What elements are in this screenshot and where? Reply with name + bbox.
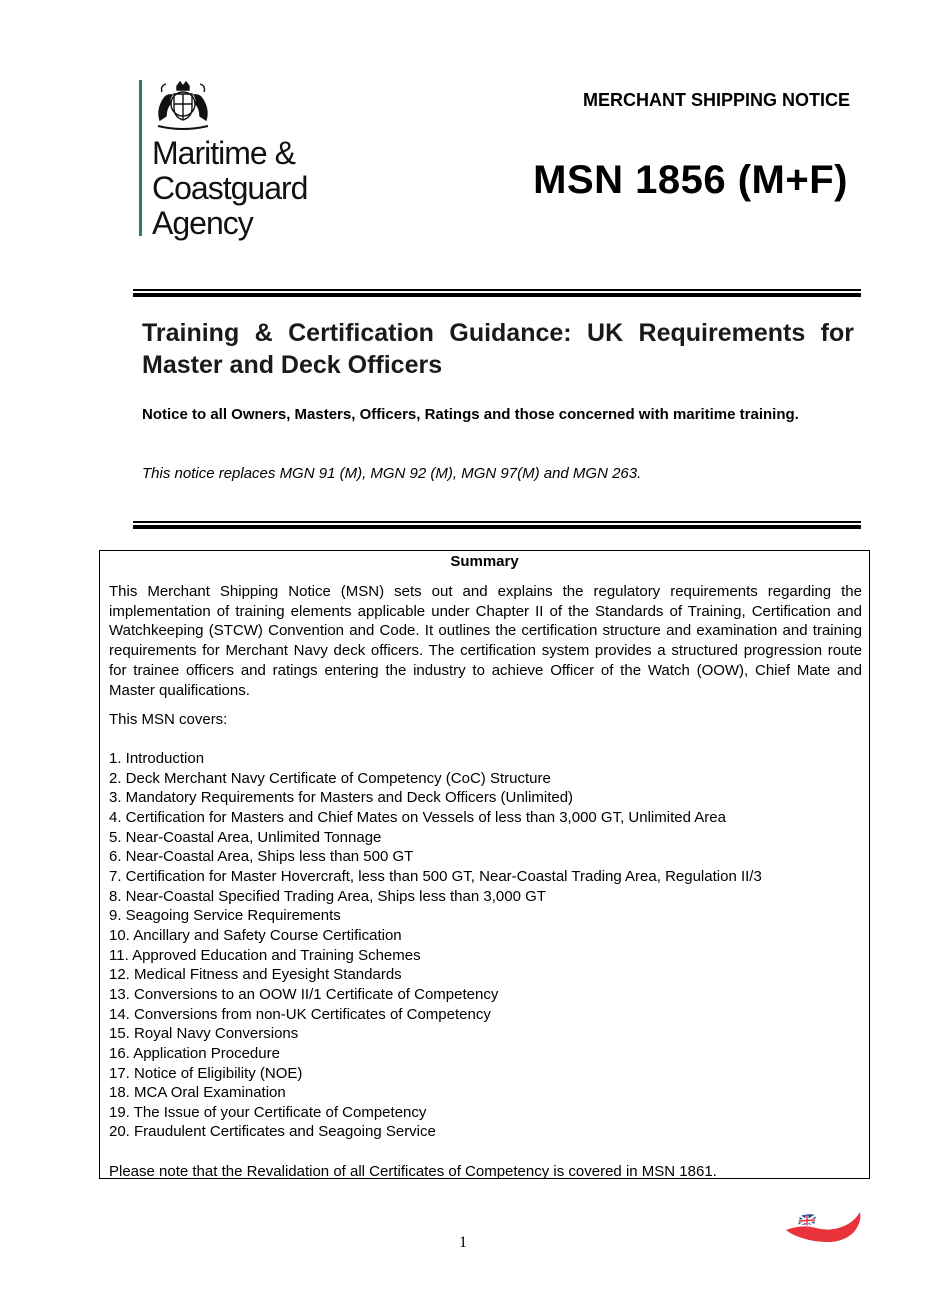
agency-logo-bar [139,80,142,236]
document-title: Training & Certification Guidance: UK Requirements for Master and Deck Officers [142,319,854,379]
revalidation-note: Please note that the Revalidation of all Certificates of Competency is covered in MSN 1861. [109,1163,717,1180]
summary-body: This Merchant Shipping Notice (MSN) sets out and explains the regulatory requirements regarding the implementation of training elements applicable under Chapter II of the Standards of Training, Certification and Watchkeeping (STCW) Convention and Code. It outlines the certification structure and examination and training requirements for Merchant Navy deck officers. The certification system provides a structured progression route for trainee officers and ratings entering the industry to achieve Officer of the Watch (OOW), Chief Mate and Master qualifications. [109,583,862,699]
list-item: 2. Deck Merchant Navy Certificate of Competency (CoC) Structure [109,769,551,787]
list-item: 14. Conversions from non-UK Certificates of Competency [109,1005,491,1023]
list-item: 17. Notice of Eligibility (NOE) [109,1064,303,1082]
notice-number: MSN 1856 (M+F) [533,158,848,202]
list-item: 16. Application Procedure [109,1044,280,1062]
list-item: 7. Certification for Master Hovercraft, less than 500 GT, Near-Coastal Trading Area, Regulation II/3 [109,867,762,885]
agency-name-line: Maritime & [152,135,295,171]
list-item: 4. Certification for Masters and Chief Mates on Vessels of less than 3,000 GT, Unlimited Area [109,808,726,826]
list-item: 3. Mandatory Requirements for Masters and Deck Officers (Unlimited) [109,789,574,807]
agency-name-line: Coastguard [152,170,308,206]
notice-type: MERCHANT SHIPPING NOTICE [582,90,850,110]
list-item: 15. Royal Navy Conversions [109,1025,299,1043]
list-item: 11. Approved Education and Training Schemes [109,946,421,964]
covers-list [109,749,762,1142]
page-number: 1 [459,1234,467,1251]
list-item: 10. Ancillary and Safety Course Certification [109,926,402,944]
red-ensign-flag-icon [782,1208,864,1248]
top-divider [133,289,861,297]
list-item: 12. Medical Fitness and Eyesight Standards [109,966,402,984]
royal-coat-of-arms-icon [152,80,214,132]
list-item: 9. Seagoing Service Requirements [109,907,341,925]
list-item: 18. MCA Oral Examination [109,1084,286,1102]
notice-audience: Notice to all Owners, Masters, Officers, Ratings and those concerned with maritime training. [142,406,799,423]
list-item: 13. Conversions to an OOW II/1 Certificate of Competency [109,985,499,1003]
agency-name-line: Agency [152,205,253,241]
summary-box [99,550,870,1179]
summary-heading: Summary [450,553,519,570]
replaces-note: This notice replaces MGN 91 (M), MGN 92 (M), MGN 97(M) and MGN 263. [142,465,642,482]
list-item: 20. Fraudulent Certificates and Seagoing Service [109,1123,436,1141]
agency-name [152,136,307,241]
list-item: 6. Near-Coastal Area, Ships less than 500 GT [109,848,414,866]
list-item: 1. Introduction [109,750,205,767]
list-item: 5. Near-Coastal Area, Unlimited Tonnage [109,828,382,846]
covers-intro: This MSN covers: [109,711,228,728]
list-item: 8. Near-Coastal Specified Trading Area, Ships less than 3,000 GT [109,887,546,905]
list-item: 19. The Issue of your Certificate of Competency [109,1103,427,1121]
bottom-divider [133,521,861,529]
